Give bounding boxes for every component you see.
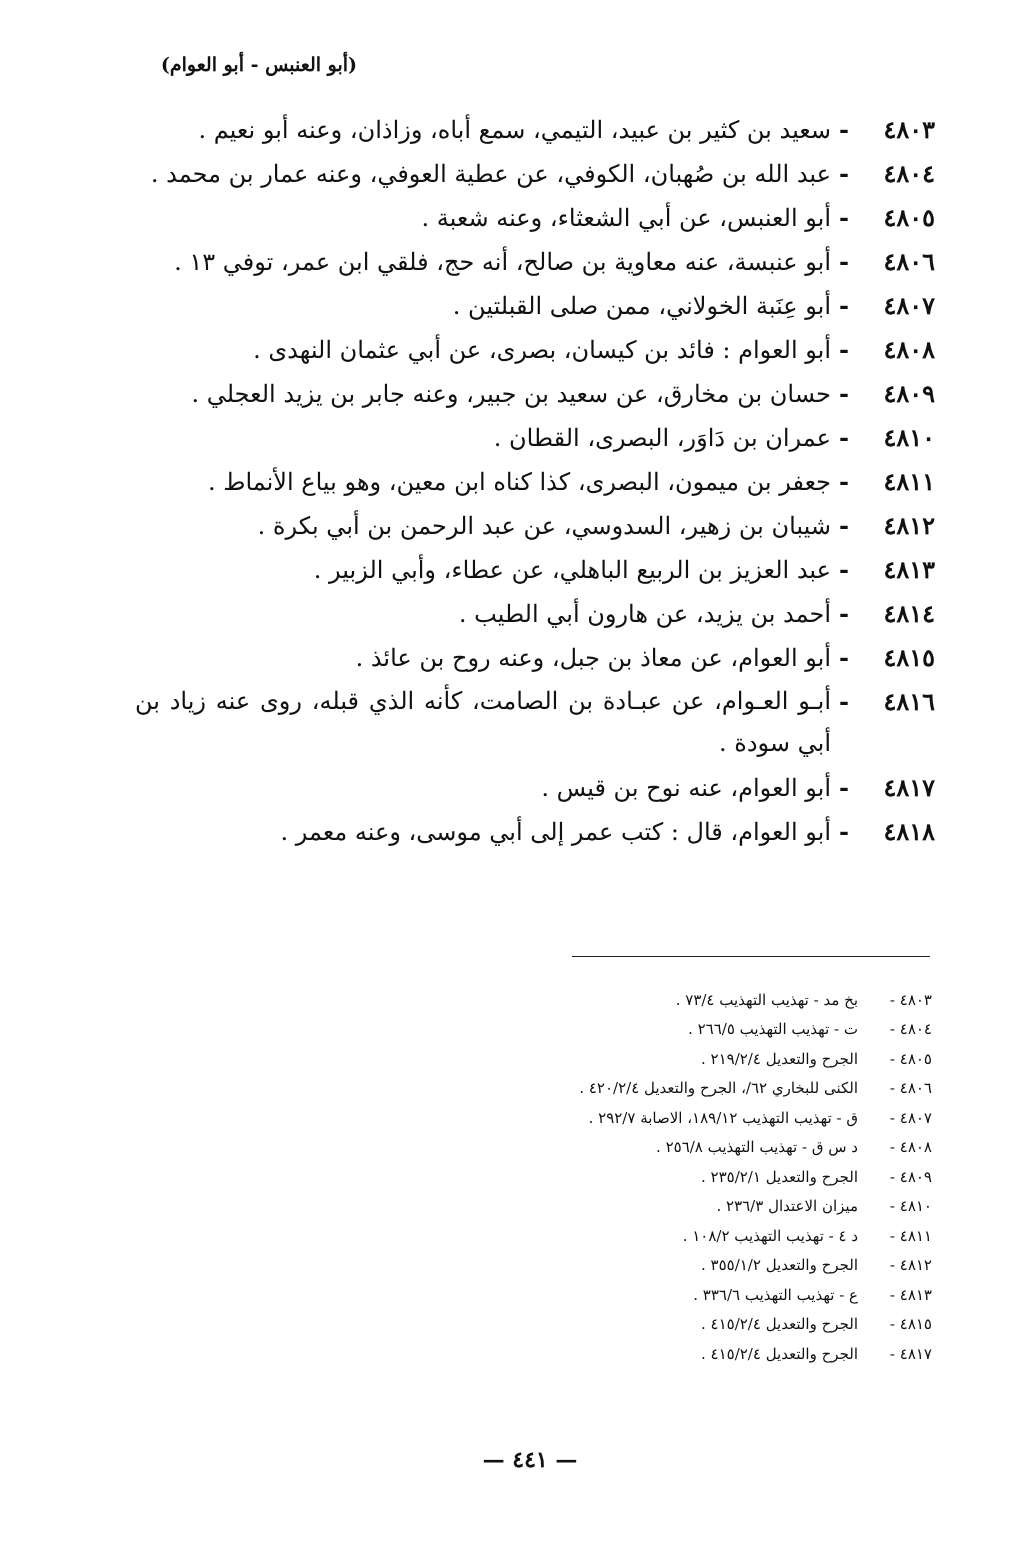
entry-dash: - [839,203,849,232]
entry-text: أحمد بن يزيد، عن هارون أبي الطيب . [458,600,831,628]
entry-dash: - [839,159,849,188]
footnote-item [372,1221,932,1251]
footnote-number: ٤٨١٥ - [889,1315,932,1334]
footnote-item [372,1339,932,1369]
footnote-number: ٤٨٠٦ - [889,1079,932,1098]
footnote-number: ٤٨١٣ - [889,1285,932,1304]
footnote-text: الجرح والتعديل ٢١٩/٢/٤ . [700,1049,858,1068]
footnote-text: ق - تهذيب التهذيب ١٨٩/١٢، الاصابة ٢٩٢/٧ . [588,1108,858,1127]
entry-dash: - [839,599,849,628]
entry-text: جعفر بن ميمون، البصرى، كذا كناه ابن معين، وهو بياع الأنماط . [207,468,831,496]
entry-dash: - [839,115,849,144]
entry-item [135,460,935,504]
entry-text: أبـو العـوام، عن عبـادة بن الصامت، كأنه الذي قبله، روى عنه زياد بن أبي سودة . [135,687,831,757]
entry-item [135,810,935,854]
entry-text: أبو العوام : فائد بن كيسان، بصرى، عن أبي عثمان النهدى . [253,336,831,364]
entry-text: سعيد بن كثير بن عبيد، التيمي، سمع أباه، وزاذان، وعنه أبو نعيم . [198,116,831,144]
footnote-number: ٤٨١٢ - [889,1256,932,1275]
entry-item [135,548,935,592]
footnote-text: الجرح والتعديل ٤١٥/٢/٤ . [700,1315,858,1334]
footnote-text: الجرح والتعديل ٢٣٥/٢/١ . [700,1167,858,1186]
footnote-number: ٤٨٠٣ - [889,990,932,1009]
footnote-text: بخ مد - تهذيب التهذيب ٧٣/٤ . [675,990,858,1009]
entry-number: ٤٨٠٧ [883,291,935,320]
entry-number: ٤٨٠٣ [883,115,935,144]
entry-dash: - [839,291,849,320]
footnote-item [372,1192,932,1222]
footnote-number: ٤٨٠٤ - [889,1020,932,1039]
footnote-text: ميزان الاعتدال ٢٣٦/٣ . [716,1197,858,1216]
footnote-number: ٤٨٠٥ - [889,1049,932,1068]
footnote-list [372,985,932,1369]
entry-text: أبو العنبس، عن أبي الشعثاء، وعنه شعبة . [421,204,831,232]
page-number: — ٤٤١ — [482,1447,578,1473]
entry-dash: - [839,247,849,276]
entry-dash: - [839,555,849,584]
footnote-number: ٤٨١١ - [889,1226,932,1245]
entry-text: حسان بن مخارق، عن سعيد بن جبير، وعنه جابر بن يزيد العجلي . [191,380,831,408]
entry-number: ٤٨٠٥ [883,203,935,232]
entry-dash: - [839,817,849,846]
footnote-item [372,1251,932,1281]
entry-number: ٤٨٠٨ [883,335,935,364]
footnote-text: ع - تهذيب التهذيب ٣٣٦/٦ . [693,1285,858,1304]
footnote-number: ٤٨١٠ - [889,1197,932,1216]
footnote-text: ت - تهذيب التهذيب ٢٦٦/٥ . [688,1020,858,1039]
entry-dash: - [839,379,849,408]
entry-dash: - [839,335,849,364]
footnote-item [372,1074,932,1104]
entry-dash: - [839,643,849,672]
running-header: (أبو العنبس - أبو العوام) [160,54,357,76]
entry-number: ٤٨٠٤ [883,159,935,188]
entry-dash: - [839,511,849,540]
entry-text: عمران بن دَاوَر، البصرى، القطان . [493,424,831,452]
entry-number: ٤٨١٨ [883,817,935,846]
footnote-item [372,1015,932,1045]
entry-item [135,592,935,636]
footnote-number: ٤٨١٧ - [889,1344,932,1363]
entry-number: ٤٨١٣ [883,555,935,584]
entry-list [135,108,935,854]
footnote-number: ٤٨٠٨ - [889,1138,932,1157]
footnote-text: الجرح والتعديل ٤١٥/٢/٤ . [700,1344,858,1363]
entry-dash: - [839,467,849,496]
entry-item [135,636,935,680]
footnote-item [372,1162,932,1192]
footnote-item [372,1044,932,1074]
footnote-item [372,1103,932,1133]
entry-dash: - [839,687,849,716]
entry-number: ٤٨٠٦ [883,247,935,276]
entry-item [135,196,935,240]
entry-number: ٤٨١١ [883,467,935,496]
entry-number: ٤٨١٠ [883,423,935,452]
footnote-item [372,1280,932,1310]
entry-number: ٤٨١٢ [883,511,935,540]
entry-item [135,680,935,766]
entry-number: ٤٨١٧ [883,773,935,802]
entry-item [135,504,935,548]
footnote-text: الكنى للبخاري ٦٢/، الجرح والتعديل ٤٢٠/٢/٤ . [579,1079,858,1098]
entry-dash: - [839,423,849,452]
entry-text: عبد الله بن صُهبان، الكوفي، عن عطية العوفي، وعنه عمار بن محمد . [150,160,831,188]
footnote-item [372,985,932,1015]
entry-number: ٤٨١٤ [883,599,935,628]
entry-text: عبد العزيز بن الربيع الباهلي، عن عطاء، وأبي الزبير . [313,556,831,584]
entry-text: أبو عنبسة، عنه معاوية بن صالح، أنه حج، فلقي ابن عمر، توفي ١٣ . [174,248,831,276]
entry-item [135,766,935,810]
entry-text: شيبان بن زهير، السدوسي، عن عبد الرحمن بن أبي بكرة . [257,512,831,540]
entry-dash: - [839,773,849,802]
footnote-divider [572,956,930,957]
entry-text: أبو العوام، عنه نوح بن قيس . [541,774,831,802]
footnote-text: الجرح والتعديل ٣٥٥/١/٢ . [700,1256,858,1275]
footnote-text: د س ق - تهذيب التهذيب ٢٥٦/٨ . [656,1138,858,1157]
entry-item [135,240,935,284]
footnote-number: ٤٨٠٧ - [889,1108,932,1127]
footnote-number: ٤٨٠٩ - [889,1167,932,1186]
entry-item [135,328,935,372]
entry-text: أبو العوام، عن معاذ بن جبل، وعنه روح بن عائذ . [355,644,831,672]
entry-item [135,108,935,152]
entry-item [135,284,935,328]
entry-text: أبو عِنَبة الخولاني، ممن صلى القبلتين . [452,292,831,320]
footnote-item [372,1310,932,1340]
entry-number: ٤٨١٥ [883,643,935,672]
entry-item [135,152,935,196]
footnote-item [372,1133,932,1163]
footnote-text: د ٤ - تهذيب التهذيب ١٠٨/٢ . [682,1226,858,1245]
entry-item [135,372,935,416]
entry-text: أبو العوام، قال : كتب عمر إلى أبي موسى، وعنه معمر . [280,818,831,846]
entry-number: ٤٨٠٩ [883,379,935,408]
entry-item [135,416,935,460]
entry-number: ٤٨١٦ [883,687,935,716]
